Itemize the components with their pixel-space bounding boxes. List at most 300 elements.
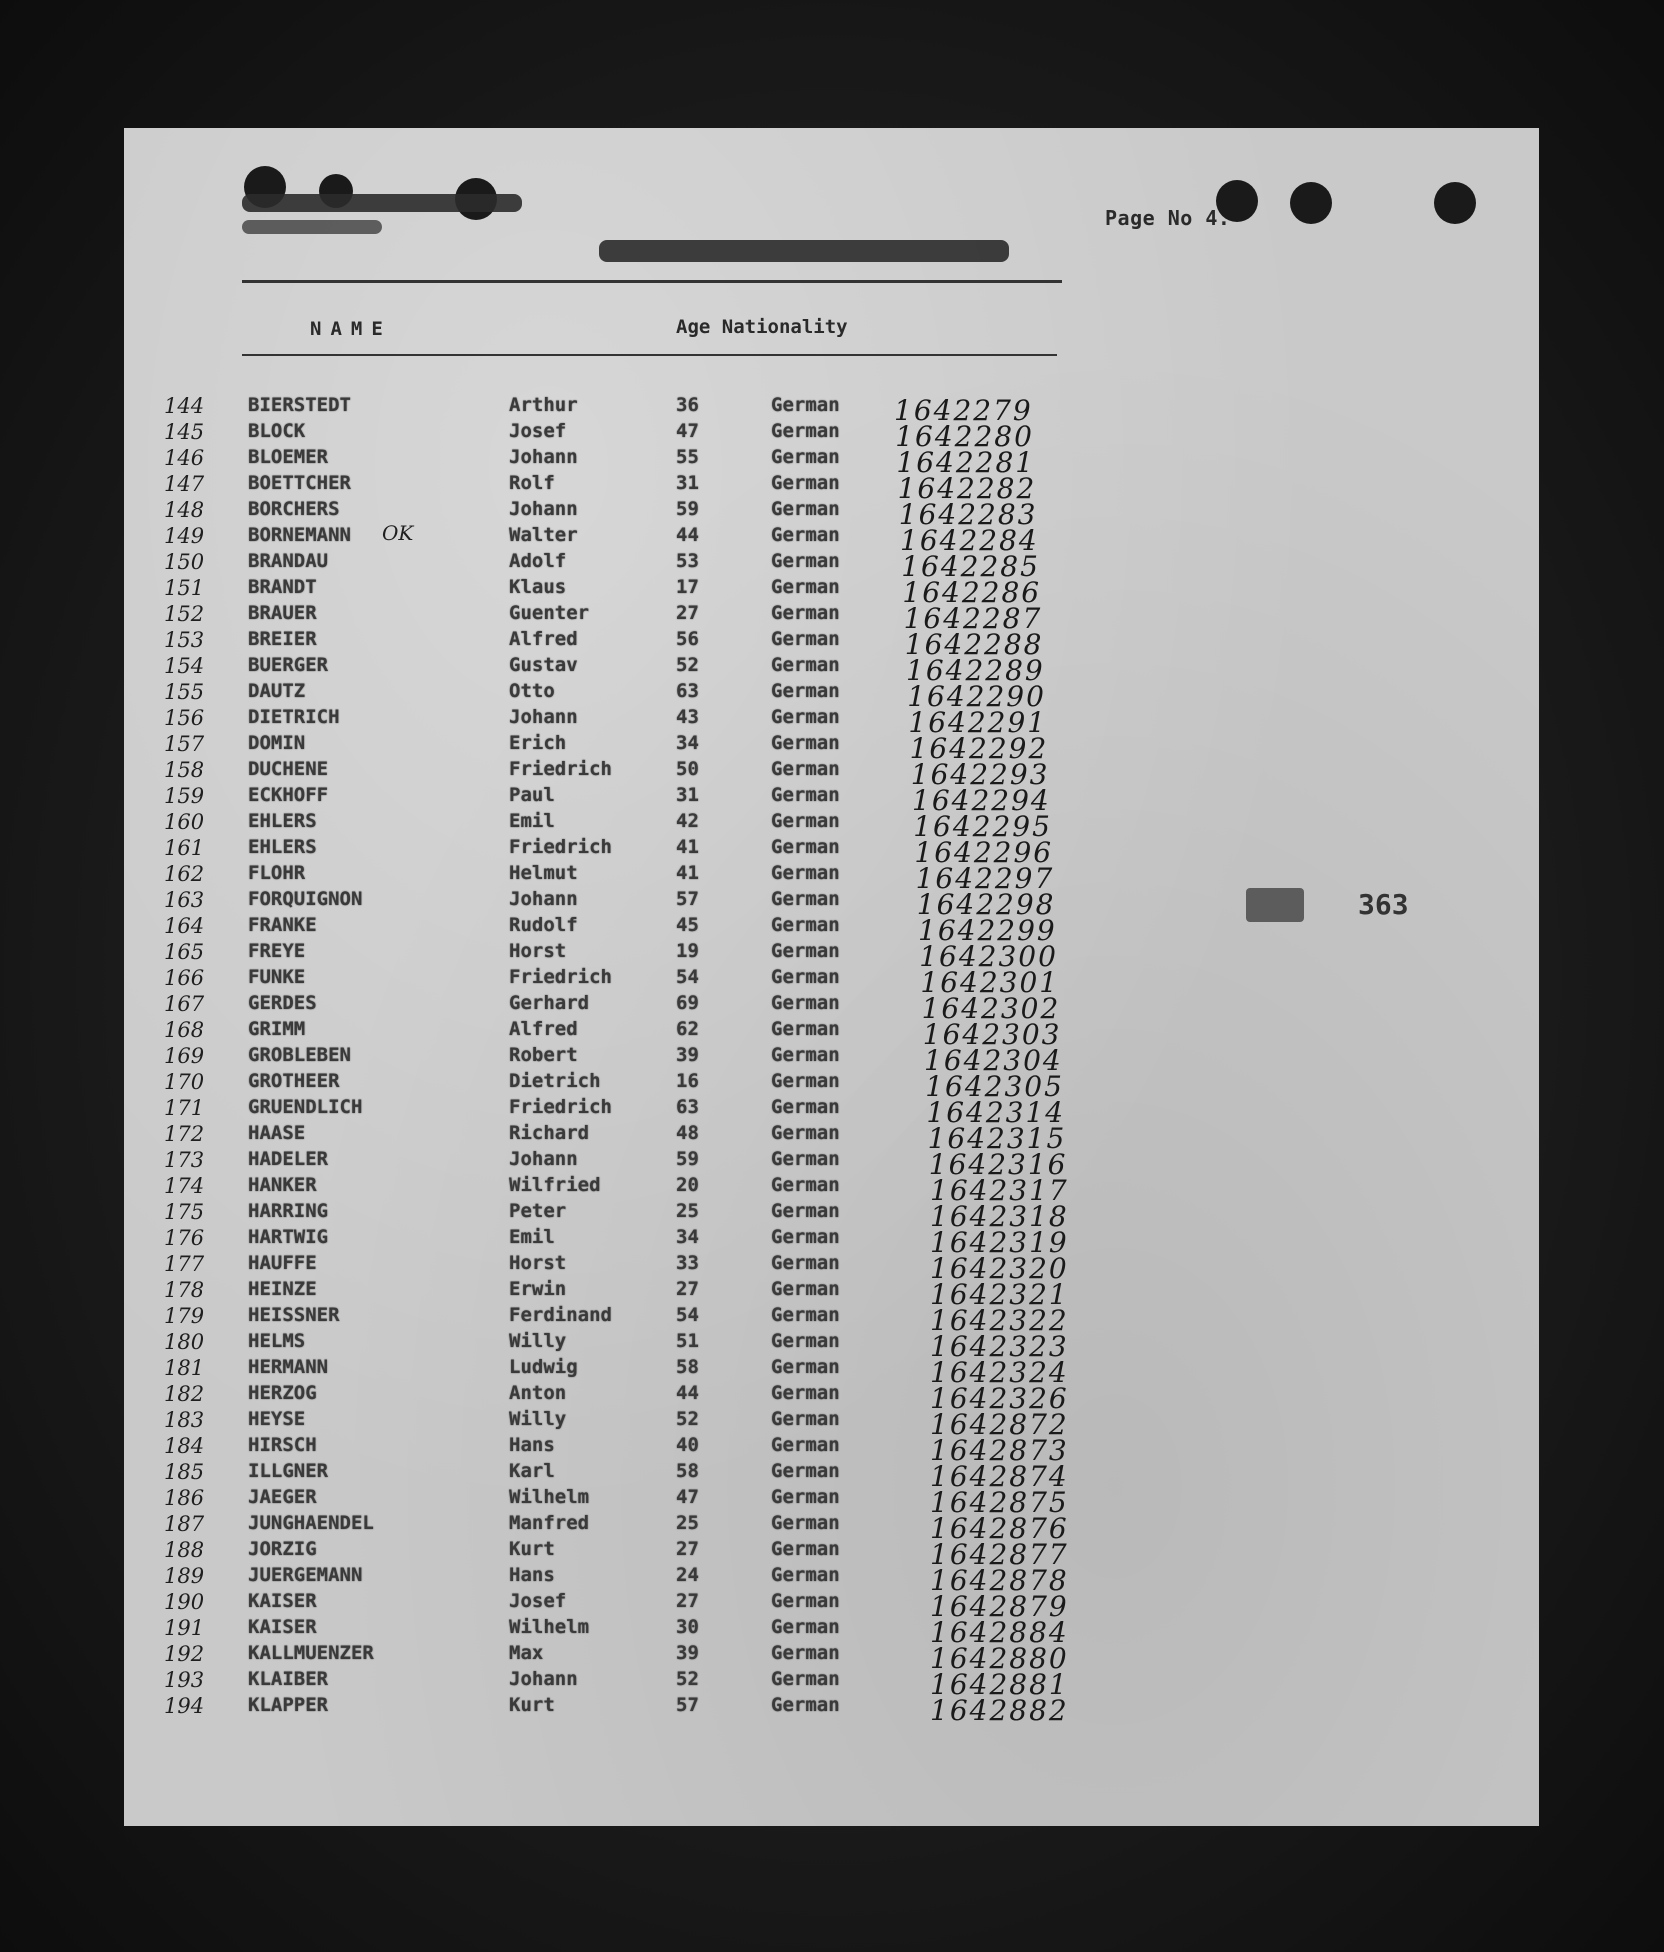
row-surname: BLOCK: [248, 420, 306, 442]
row-nationality: German: [771, 1382, 840, 1404]
row-age: 43: [676, 706, 699, 728]
table-row: [124, 784, 1539, 817]
row-surname: BLOEMER: [248, 446, 329, 468]
row-serial-number: 1642879: [930, 1590, 1069, 1623]
row-age: 69: [676, 992, 699, 1014]
row-index: 149: [164, 524, 205, 548]
table-row: [124, 1304, 1539, 1337]
row-nationality: German: [771, 1668, 840, 1690]
row-serial-number: 1642281: [896, 446, 1036, 479]
row-serial-number: 1642880: [930, 1642, 1069, 1675]
row-serial-number: 1642873: [930, 1434, 1069, 1467]
row-surname: JAEGER: [248, 1486, 317, 1508]
row-index: 158: [164, 758, 205, 782]
row-given-name: Erwin: [509, 1278, 567, 1300]
row-age: 45: [676, 914, 699, 936]
row-given-name: Erich: [509, 732, 567, 754]
row-nationality: German: [771, 1694, 840, 1716]
row-index: 181: [164, 1356, 205, 1380]
row-surname: BUERGER: [248, 654, 329, 676]
row-age: 27: [676, 602, 699, 624]
row-nationality: German: [771, 784, 840, 806]
row-given-name: Dietrich: [509, 1070, 601, 1092]
table-row: [124, 1278, 1539, 1311]
row-index: 176: [164, 1226, 205, 1250]
row-index: 180: [164, 1330, 205, 1354]
row-age: 31: [676, 784, 699, 806]
row-index: 164: [164, 914, 205, 938]
row-index: 185: [164, 1460, 205, 1484]
row-surname: GERDES: [248, 992, 317, 1014]
row-given-name: Anton: [509, 1382, 567, 1404]
row-serial-number: 1642294: [912, 784, 1051, 817]
row-index: 146: [164, 446, 205, 470]
table-row: [124, 1096, 1539, 1129]
row-nationality: German: [771, 888, 840, 910]
row-given-name: Johann: [509, 498, 578, 520]
table-row: [124, 628, 1539, 661]
row-surname: FORQUIGNON: [248, 888, 363, 910]
row-serial-number: 1642283: [898, 498, 1038, 531]
row-index: 184: [164, 1434, 205, 1458]
row-given-name: Wilhelm: [509, 1486, 590, 1508]
table-row: [124, 732, 1539, 765]
row-given-name: Karl: [509, 1460, 555, 1482]
row-age: 16: [676, 1070, 699, 1092]
row-age: 34: [676, 1226, 699, 1248]
row-nationality: German: [771, 1590, 840, 1612]
table-row: [124, 1356, 1539, 1389]
row-given-name: Gerhard: [509, 992, 590, 1014]
row-age: 17: [676, 576, 699, 598]
table-row: [124, 1252, 1539, 1285]
row-given-name: Guenter: [509, 602, 590, 624]
row-age: 53: [676, 550, 699, 572]
row-age: 20: [676, 1174, 699, 1196]
row-nationality: German: [771, 966, 840, 988]
row-given-name: Josef: [509, 420, 567, 442]
row-serial-number: 1642319: [930, 1226, 1069, 1259]
row-nationality: German: [771, 628, 840, 650]
row-nationality: German: [771, 732, 840, 754]
table-row: [124, 1226, 1539, 1259]
row-nationality: German: [771, 1564, 840, 1586]
row-age: 63: [676, 680, 699, 702]
row-age: 36: [676, 394, 699, 416]
row-serial-number: 1642303: [922, 1018, 1062, 1051]
row-index: 162: [164, 862, 205, 886]
row-index: 178: [164, 1278, 205, 1302]
header-rule: [242, 354, 1057, 356]
row-nationality: German: [771, 1096, 840, 1118]
row-index: 165: [164, 940, 205, 964]
table-row: [124, 1538, 1539, 1571]
row-age: 58: [676, 1460, 699, 1482]
row-serial-number: 1642881: [930, 1668, 1069, 1701]
row-surname: FREYE: [248, 940, 306, 962]
row-nationality: German: [771, 706, 840, 728]
table-row: [124, 680, 1539, 713]
row-index: 169: [164, 1044, 205, 1068]
row-serial-number: 1642282: [897, 472, 1037, 505]
row-index: 153: [164, 628, 205, 652]
row-index: 157: [164, 732, 205, 756]
row-nationality: German: [771, 550, 840, 572]
table-row: [124, 654, 1539, 687]
row-surname: BOETTCHER: [248, 472, 351, 494]
row-serial-number: 1642299: [918, 914, 1057, 947]
row-nationality: German: [771, 524, 840, 546]
row-nationality: German: [771, 758, 840, 780]
row-given-name: Emil: [509, 810, 555, 832]
row-serial-number: 1642296: [914, 836, 1054, 869]
ok-annotation: OK: [382, 521, 414, 545]
row-nationality: German: [771, 1616, 840, 1638]
row-serial-number: 1642287: [903, 602, 1043, 635]
row-surname: KALLMUENZER: [248, 1642, 374, 1664]
row-index: 173: [164, 1148, 205, 1172]
row-given-name: Josef: [509, 1590, 567, 1612]
row-age: 24: [676, 1564, 699, 1586]
row-given-name: Johann: [509, 1148, 578, 1170]
row-age: 30: [676, 1616, 699, 1638]
table-row: [124, 1174, 1539, 1207]
row-serial-number: 1642878: [930, 1564, 1069, 1597]
stamp-number: 363: [1358, 888, 1409, 921]
table-row: [124, 810, 1539, 843]
row-serial-number: 1642289: [906, 654, 1045, 687]
row-surname: FLOHR: [248, 862, 306, 884]
row-serial-number: 1642279: [894, 394, 1033, 427]
row-nationality: German: [771, 498, 840, 520]
row-surname: BIERSTEDT: [248, 394, 351, 416]
table-row: [124, 1018, 1539, 1051]
row-surname: GRIMM: [248, 1018, 306, 1040]
row-age: 52: [676, 1408, 699, 1430]
row-index: 161: [164, 836, 205, 860]
row-given-name: Willy: [509, 1330, 567, 1352]
row-serial-number: 1642324: [930, 1356, 1069, 1389]
row-surname: HERZOG: [248, 1382, 317, 1404]
row-nationality: German: [771, 1330, 840, 1352]
row-index: 163: [164, 888, 205, 912]
row-given-name: Johann: [509, 706, 578, 728]
row-index: 192: [164, 1642, 205, 1666]
row-given-name: Hans: [509, 1434, 555, 1456]
row-surname: HIRSCH: [248, 1434, 317, 1456]
row-index: 171: [164, 1096, 205, 1120]
row-serial-number: 1642320: [930, 1252, 1069, 1285]
row-surname: HARRING: [248, 1200, 329, 1222]
row-serial-number: 1642323: [930, 1330, 1069, 1363]
table-row: [124, 472, 1539, 505]
table-row: [124, 1122, 1539, 1155]
row-index: 168: [164, 1018, 205, 1042]
row-given-name: Adolf: [509, 550, 567, 572]
row-age: 52: [676, 1668, 699, 1690]
row-age: 56: [676, 628, 699, 650]
row-index: 167: [164, 992, 205, 1016]
row-nationality: German: [771, 420, 840, 442]
row-index: 170: [164, 1070, 205, 1094]
row-surname: HEISSNER: [248, 1304, 340, 1326]
table-row: [124, 1694, 1539, 1727]
row-given-name: Ferdinand: [509, 1304, 612, 1326]
row-surname: FRANKE: [248, 914, 317, 936]
row-age: 42: [676, 810, 699, 832]
row-nationality: German: [771, 1460, 840, 1482]
row-given-name: Max: [509, 1642, 544, 1664]
punch-hole-right-3: [1434, 182, 1476, 224]
row-age: 57: [676, 1694, 699, 1716]
row-nationality: German: [771, 1304, 840, 1326]
row-index: 150: [164, 550, 205, 574]
row-given-name: Robert: [509, 1044, 578, 1066]
row-serial-number: 1642286: [902, 576, 1042, 609]
row-surname: HEYSE: [248, 1408, 306, 1430]
row-given-name: Friedrich: [509, 758, 612, 780]
row-surname: BORNEMANN: [248, 524, 351, 546]
row-serial-number: 1642292: [909, 732, 1049, 765]
row-given-name: Klaus: [509, 576, 567, 598]
row-nationality: German: [771, 1018, 840, 1040]
row-age: 54: [676, 966, 699, 988]
row-given-name: Willy: [509, 1408, 567, 1430]
row-index: 151: [164, 576, 205, 600]
table-row: [124, 940, 1539, 973]
row-surname: ECKHOFF: [248, 784, 329, 806]
table-row: [124, 1434, 1539, 1467]
row-surname: DUCHENE: [248, 758, 329, 780]
row-surname: BRAUER: [248, 602, 317, 624]
row-nationality: German: [771, 810, 840, 832]
table-row: [124, 1616, 1539, 1649]
row-age: 63: [676, 1096, 699, 1118]
table-row: [124, 1408, 1539, 1441]
row-nationality: German: [771, 1044, 840, 1066]
row-age: 31: [676, 472, 699, 494]
row-serial-number: 1642284: [900, 524, 1039, 557]
table-row: [124, 862, 1539, 895]
row-serial-number: 1642291: [908, 706, 1048, 739]
row-age: 39: [676, 1044, 699, 1066]
row-index: 182: [164, 1382, 205, 1406]
row-index: 190: [164, 1590, 205, 1614]
row-index: 194: [164, 1694, 205, 1718]
row-serial-number: 1642322: [930, 1304, 1069, 1337]
row-given-name: Walter: [509, 524, 578, 546]
row-serial-number: 1642304: [924, 1044, 1063, 1077]
row-given-name: Alfred: [509, 628, 578, 650]
row-nationality: German: [771, 602, 840, 624]
row-surname: ILLGNER: [248, 1460, 329, 1482]
title-rule: [242, 280, 1062, 283]
row-age: 47: [676, 1486, 699, 1508]
row-nationality: German: [771, 1148, 840, 1170]
row-age: 50: [676, 758, 699, 780]
row-nationality: German: [771, 1070, 840, 1092]
table-row: [124, 836, 1539, 869]
row-surname: HADELER: [248, 1148, 329, 1170]
row-serial-number: 1642884: [930, 1616, 1069, 1649]
row-age: 40: [676, 1434, 699, 1456]
row-index: 144: [164, 394, 205, 418]
table-row: [124, 1486, 1539, 1519]
row-serial-number: 1642302: [921, 992, 1061, 1025]
row-given-name: Ludwig: [509, 1356, 578, 1378]
row-surname: EHLERS: [248, 836, 317, 858]
table-row: [124, 394, 1539, 427]
row-nationality: German: [771, 914, 840, 936]
row-surname: GROTHEER: [248, 1070, 340, 1092]
row-age: 41: [676, 836, 699, 858]
row-serial-number: 1642285: [901, 550, 1040, 583]
row-nationality: German: [771, 446, 840, 468]
row-age: 48: [676, 1122, 699, 1144]
row-surname: HAASE: [248, 1122, 306, 1144]
row-given-name: Wilfried: [509, 1174, 601, 1196]
table-row: [124, 1460, 1539, 1493]
row-given-name: Horst: [509, 940, 567, 962]
row-serial-number: 1642882: [930, 1694, 1069, 1727]
row-age: 33: [676, 1252, 699, 1274]
row-age: 25: [676, 1200, 699, 1222]
row-index: 174: [164, 1174, 205, 1198]
row-age: 34: [676, 732, 699, 754]
row-given-name: Friedrich: [509, 1096, 612, 1118]
row-given-name: Paul: [509, 784, 555, 806]
table-row: [124, 1044, 1539, 1077]
row-serial-number: 1642290: [907, 680, 1046, 713]
row-age: 62: [676, 1018, 699, 1040]
row-given-name: Friedrich: [509, 836, 612, 858]
row-serial-number: 1642876: [930, 1512, 1069, 1545]
row-index: 154: [164, 654, 205, 678]
row-index: 179: [164, 1304, 205, 1328]
row-age: 57: [676, 888, 699, 910]
row-index: 191: [164, 1616, 205, 1640]
row-given-name: Hans: [509, 1564, 555, 1586]
row-serial-number: 1642314: [926, 1096, 1066, 1129]
row-serial-number: 1642305: [925, 1070, 1064, 1103]
row-surname: DOMIN: [248, 732, 306, 754]
row-nationality: German: [771, 1200, 840, 1222]
row-index: 147: [164, 472, 205, 496]
row-surname: HANKER: [248, 1174, 317, 1196]
row-given-name: Richard: [509, 1122, 590, 1144]
table-row: [124, 1148, 1539, 1181]
table-row: [124, 1564, 1539, 1597]
row-age: 19: [676, 940, 699, 962]
row-given-name: Rolf: [509, 472, 555, 494]
row-surname: JUERGEMANN: [248, 1564, 363, 1586]
row-given-name: Arthur: [509, 394, 578, 416]
row-given-name: Johann: [509, 888, 578, 910]
table-row: [124, 1070, 1539, 1103]
row-serial-number: 1642316: [928, 1148, 1068, 1181]
row-age: 27: [676, 1278, 699, 1300]
row-surname: KLAPPER: [248, 1694, 329, 1716]
row-given-name: Kurt: [509, 1538, 555, 1560]
table-row: [124, 706, 1539, 739]
row-nationality: German: [771, 1538, 840, 1560]
row-nationality: German: [771, 654, 840, 676]
punch-hole-right-2: [1290, 182, 1332, 224]
table-row: [124, 498, 1539, 531]
row-surname: FUNKE: [248, 966, 306, 988]
row-surname: BORCHERS: [248, 498, 340, 520]
row-nationality: German: [771, 1278, 840, 1300]
table-row: [124, 524, 1539, 557]
row-nationality: German: [771, 394, 840, 416]
row-nationality: German: [771, 1356, 840, 1378]
row-nationality: German: [771, 1434, 840, 1456]
row-surname: BRANDAU: [248, 550, 329, 572]
row-surname: DIETRICH: [248, 706, 340, 728]
row-given-name: Otto: [509, 680, 555, 702]
row-serial-number: 1642872: [930, 1408, 1069, 1441]
row-age: 47: [676, 420, 699, 442]
row-index: 172: [164, 1122, 205, 1146]
row-nationality: German: [771, 1226, 840, 1248]
row-nationality: German: [771, 836, 840, 858]
row-index: 156: [164, 706, 205, 730]
row-nationality: German: [771, 1642, 840, 1664]
row-age: 54: [676, 1304, 699, 1326]
stamp-mark: [1246, 888, 1304, 922]
table-row: [124, 888, 1539, 921]
row-surname: JORZIG: [248, 1538, 317, 1560]
row-given-name: Kurt: [509, 1694, 555, 1716]
row-age: 59: [676, 498, 699, 520]
row-age: 52: [676, 654, 699, 676]
row-index: 186: [164, 1486, 205, 1510]
row-nationality: German: [771, 1408, 840, 1430]
table-row: [124, 758, 1539, 791]
row-serial-number: 1642321: [930, 1278, 1069, 1311]
row-nationality: German: [771, 862, 840, 884]
row-index: 177: [164, 1252, 205, 1276]
row-surname: GROBLEBEN: [248, 1044, 351, 1066]
table-row: [124, 1200, 1539, 1233]
document-page: [124, 128, 1539, 1826]
row-surname: DAUTZ: [248, 680, 306, 702]
row-index: 166: [164, 966, 205, 990]
row-surname: EHLERS: [248, 810, 317, 832]
page-number-label: Page No 4.: [1105, 206, 1231, 230]
row-index: 152: [164, 602, 205, 626]
row-serial-number: 1642297: [915, 862, 1055, 895]
row-nationality: German: [771, 680, 840, 702]
row-age: 27: [676, 1590, 699, 1612]
table-row: [124, 1590, 1539, 1623]
row-given-name: Johann: [509, 1668, 578, 1690]
row-index: 148: [164, 498, 205, 522]
row-serial-number: 1642875: [930, 1486, 1069, 1519]
row-surname: HELMS: [248, 1330, 306, 1352]
table-row: [124, 446, 1539, 479]
row-nationality: German: [771, 1174, 840, 1196]
row-nationality: German: [771, 1512, 840, 1534]
table-row: [124, 576, 1539, 609]
row-given-name: Friedrich: [509, 966, 612, 988]
row-surname: GRUENDLICH: [248, 1096, 363, 1118]
row-serial-number: 1642288: [904, 628, 1044, 661]
row-age: 41: [676, 862, 699, 884]
row-index: 175: [164, 1200, 205, 1224]
row-index: 188: [164, 1538, 205, 1562]
row-serial-number: 1642317: [930, 1174, 1069, 1207]
